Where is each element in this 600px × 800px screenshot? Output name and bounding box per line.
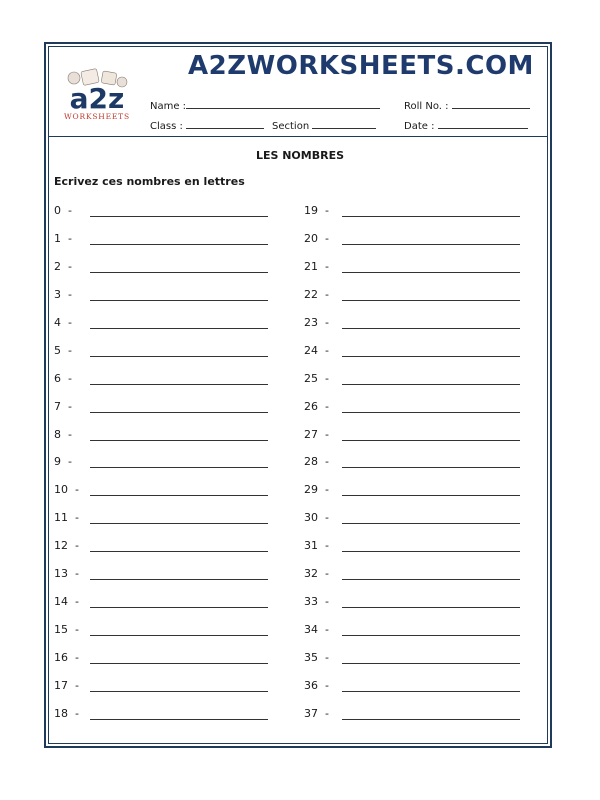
section-line[interactable] bbox=[312, 118, 376, 129]
number-label: 2 bbox=[54, 259, 61, 273]
number-separator: - bbox=[68, 204, 72, 217]
number-label: 15 bbox=[54, 623, 68, 637]
number-separator: - bbox=[75, 678, 79, 692]
answer-line[interactable] bbox=[342, 551, 520, 552]
number-separator: - bbox=[68, 315, 72, 329]
number-label: 31 bbox=[304, 539, 318, 553]
instruction: Ecrivez ces nombres en lettres bbox=[54, 175, 245, 188]
answer-line[interactable] bbox=[90, 663, 268, 664]
number-label: 14 bbox=[54, 595, 68, 609]
number-separator: - bbox=[325, 539, 329, 553]
number-label: 19 bbox=[304, 204, 318, 217]
answer-line[interactable] bbox=[90, 719, 268, 720]
number-label: 10 bbox=[54, 483, 68, 497]
answer-line[interactable] bbox=[90, 272, 268, 273]
answer-line[interactable] bbox=[342, 607, 520, 608]
svg-text:a2z: a2z bbox=[69, 82, 125, 115]
number-separator: - bbox=[325, 231, 329, 245]
number-label: 28 bbox=[304, 455, 318, 469]
number-label: 8 bbox=[54, 427, 61, 441]
number-label: 25 bbox=[304, 371, 318, 385]
answer-line[interactable] bbox=[342, 384, 520, 385]
number-label: 27 bbox=[304, 427, 318, 441]
number-label: 7 bbox=[54, 399, 61, 413]
number-separator: - bbox=[325, 287, 329, 301]
section-label: Section bbox=[272, 121, 310, 132]
number-separator: - bbox=[68, 371, 72, 385]
number-separator: - bbox=[325, 343, 329, 357]
name-line[interactable] bbox=[186, 98, 380, 109]
answer-line[interactable] bbox=[342, 663, 520, 664]
answer-line[interactable] bbox=[90, 440, 268, 441]
answer-line[interactable] bbox=[90, 579, 268, 580]
answer-line[interactable] bbox=[90, 467, 268, 468]
number-label: 35 bbox=[304, 651, 318, 664]
number-separator: - bbox=[75, 483, 79, 497]
number-separator: - bbox=[325, 651, 329, 664]
number-label: 11 bbox=[54, 511, 68, 525]
number-label: 20 bbox=[304, 231, 318, 245]
answer-line[interactable] bbox=[90, 300, 268, 301]
number-separator: - bbox=[68, 427, 72, 441]
number-label: 26 bbox=[304, 399, 318, 413]
number-label: 33 bbox=[304, 595, 318, 609]
answer-line[interactable] bbox=[90, 551, 268, 552]
number-label: 16 bbox=[54, 651, 68, 664]
header-divider bbox=[48, 136, 548, 137]
answer-line[interactable] bbox=[342, 272, 520, 273]
answer-line[interactable] bbox=[342, 495, 520, 496]
number-label: 23 bbox=[304, 315, 318, 329]
number-separator: - bbox=[325, 595, 329, 609]
number-separator: - bbox=[325, 678, 329, 692]
number-label: 34 bbox=[304, 623, 318, 637]
name-field[interactable] bbox=[150, 98, 380, 112]
answer-line[interactable] bbox=[90, 691, 268, 692]
number-label: 3 bbox=[54, 287, 61, 301]
class-field[interactable] bbox=[150, 118, 264, 132]
number-label: 1 bbox=[54, 231, 61, 245]
answer-line[interactable] bbox=[90, 216, 268, 217]
answer-line[interactable] bbox=[90, 244, 268, 245]
svg-text:WORKSHEETS: WORKSHEETS bbox=[64, 112, 130, 121]
answer-line[interactable] bbox=[90, 495, 268, 496]
class-line[interactable] bbox=[186, 118, 264, 129]
date-label: Date : bbox=[404, 121, 435, 132]
number-separator: - bbox=[325, 204, 329, 217]
answer-line[interactable] bbox=[342, 356, 520, 357]
site-title: A2ZWORKSHEETS.COM bbox=[188, 51, 534, 81]
answer-line[interactable] bbox=[342, 244, 520, 245]
section-field[interactable] bbox=[272, 118, 376, 132]
answer-line[interactable] bbox=[342, 467, 520, 468]
number-label: 18 bbox=[54, 706, 68, 720]
answer-line[interactable] bbox=[342, 691, 520, 692]
number-label: 30 bbox=[304, 511, 318, 525]
answer-line[interactable] bbox=[342, 300, 520, 301]
answer-line[interactable] bbox=[342, 635, 520, 636]
number-separator: - bbox=[75, 651, 79, 664]
number-label: 4 bbox=[54, 315, 61, 329]
number-separator: - bbox=[68, 455, 72, 469]
answer-line[interactable] bbox=[90, 412, 268, 413]
number-separator: - bbox=[325, 483, 329, 497]
answer-line[interactable] bbox=[342, 216, 520, 217]
number-label: 12 bbox=[54, 539, 68, 553]
answer-line[interactable] bbox=[90, 356, 268, 357]
answer-line[interactable] bbox=[90, 635, 268, 636]
number-separator: - bbox=[68, 343, 72, 357]
answer-line[interactable] bbox=[342, 328, 520, 329]
number-label: 0 bbox=[54, 204, 61, 217]
answer-line[interactable] bbox=[342, 412, 520, 413]
number-separator: - bbox=[75, 706, 79, 720]
number-separator: - bbox=[325, 706, 329, 720]
answer-line[interactable] bbox=[90, 607, 268, 608]
number-separator: - bbox=[75, 595, 79, 609]
number-separator: - bbox=[68, 259, 72, 273]
number-label: 29 bbox=[304, 483, 318, 497]
number-separator: - bbox=[75, 623, 79, 637]
number-separator: - bbox=[68, 287, 72, 301]
number-label: 6 bbox=[54, 371, 61, 385]
roll-label: Roll No. : bbox=[404, 101, 449, 112]
number-separator: - bbox=[325, 315, 329, 329]
name-label: Name : bbox=[150, 101, 187, 112]
answer-line[interactable] bbox=[90, 384, 268, 385]
date-field[interactable] bbox=[404, 118, 528, 132]
a2z-logo bbox=[56, 64, 138, 122]
date-line[interactable] bbox=[438, 118, 528, 129]
answer-line[interactable] bbox=[342, 523, 520, 524]
number-separator: - bbox=[68, 231, 72, 245]
number-separator: - bbox=[325, 455, 329, 469]
answer-line[interactable] bbox=[342, 579, 520, 580]
number-label: 24 bbox=[304, 343, 318, 357]
number-separator: - bbox=[75, 511, 79, 525]
answer-line[interactable] bbox=[342, 719, 520, 720]
number-separator: - bbox=[325, 371, 329, 385]
number-separator: - bbox=[325, 511, 329, 525]
number-separator: - bbox=[325, 427, 329, 441]
number-separator: - bbox=[325, 623, 329, 637]
answer-line[interactable] bbox=[90, 328, 268, 329]
number-label: 32 bbox=[304, 567, 318, 581]
number-separator: - bbox=[75, 539, 79, 553]
roll-field[interactable] bbox=[404, 98, 530, 112]
number-separator: - bbox=[325, 567, 329, 581]
roll-line[interactable] bbox=[452, 98, 530, 109]
worksheet-title: LES NOMBRES bbox=[255, 149, 345, 162]
number-label: 13 bbox=[54, 567, 68, 581]
number-separator: - bbox=[68, 399, 72, 413]
class-label: Class : bbox=[150, 121, 183, 132]
number-label: 36 bbox=[304, 678, 318, 692]
number-label: 17 bbox=[54, 678, 68, 692]
number-separator: - bbox=[325, 259, 329, 273]
number-label: 22 bbox=[304, 287, 318, 301]
number-separator: - bbox=[325, 399, 329, 413]
number-separator: - bbox=[75, 567, 79, 581]
number-label: 21 bbox=[304, 259, 318, 273]
number-label: 5 bbox=[54, 343, 61, 357]
answer-line[interactable] bbox=[342, 440, 520, 441]
answer-line[interactable] bbox=[90, 523, 268, 524]
number-label: 9 bbox=[54, 455, 61, 469]
number-label: 37 bbox=[304, 706, 318, 720]
